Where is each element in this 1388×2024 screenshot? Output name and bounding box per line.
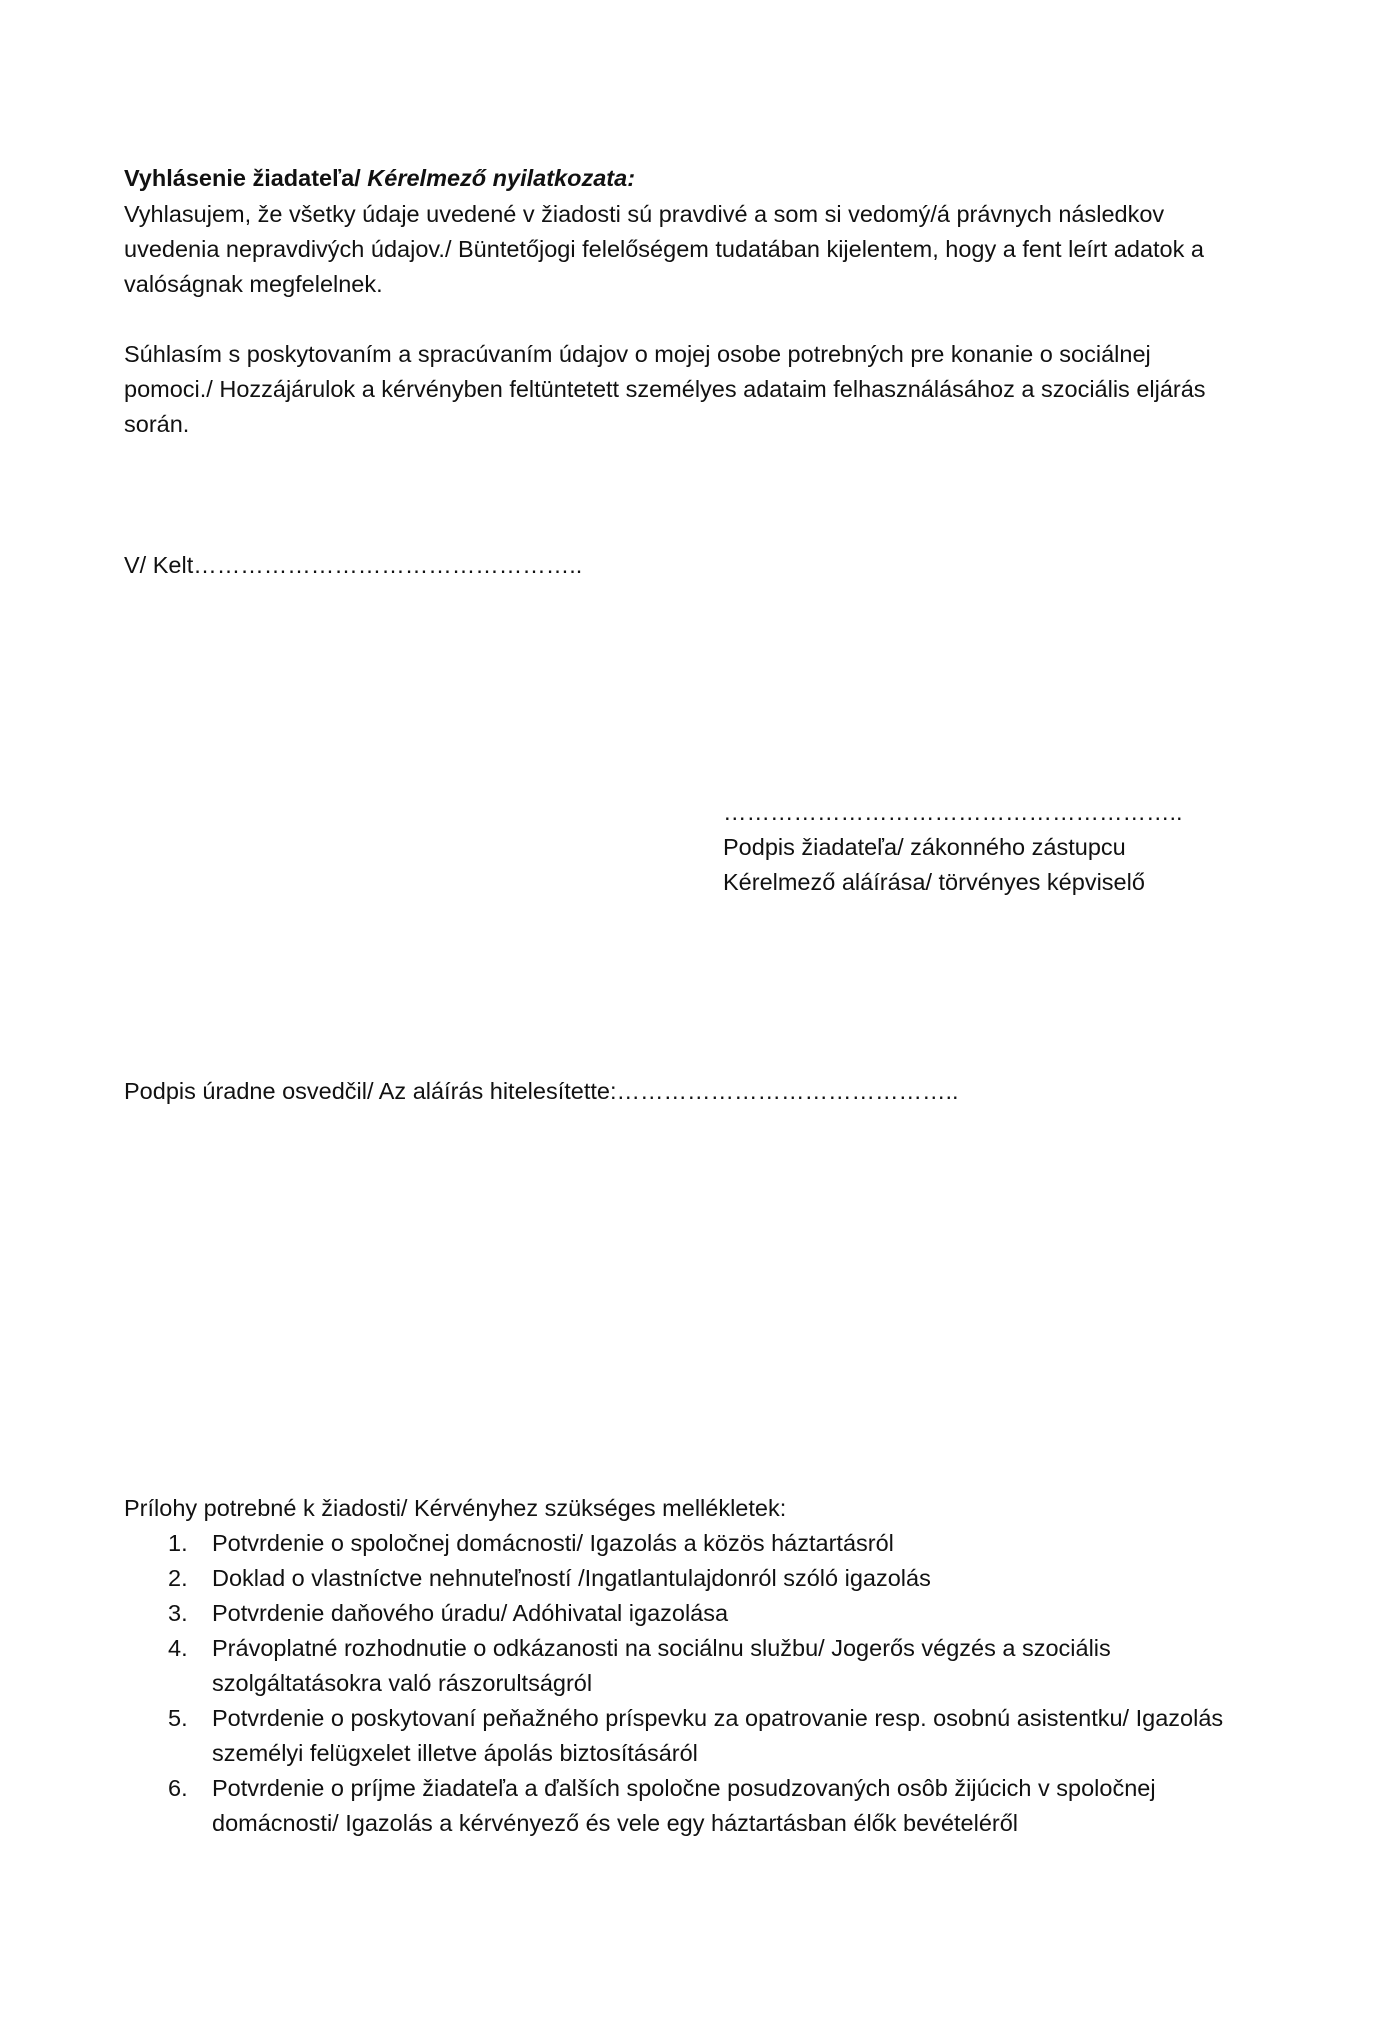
declaration-paragraph-1 — [124, 197, 1244, 302]
list-item-text: Potvrdenie o spoločnej domácnosti/ Igazolás a közös háztartásról — [212, 1530, 894, 1556]
list-item-text: Potvrdenie o poskytovaní peňažného príspevku za opatrovanie resp. osobnú asistentku/ Igazolás személyi felügxelet illetve ápolás biztosításáról — [212, 1705, 1224, 1766]
list-item — [124, 1631, 1244, 1701]
list-item — [124, 1596, 1244, 1631]
list-item-number: 3. — [168, 1600, 188, 1626]
declaration-title — [124, 161, 1244, 196]
list-item-number: 4. — [168, 1635, 188, 1661]
list-item-text: Potvrdenie daňového úradu/ Adóhivatal igazolása — [212, 1600, 729, 1626]
list-item-text: Právoplatné rozhodnutie o odkázanosti na sociálnu službu/ Jogerős végzés a szociális szolgáltatásokra való rászorultságról — [212, 1635, 1111, 1696]
signature-label-hu: Kérelmező aláírása/ törvényes képviselő — [723, 869, 1145, 895]
signature-dots: ………………………………………………….. — [723, 799, 1183, 825]
declaration-text-2: Súhlasím s poskytovaním a spracúvaním údajov o mojej osobe potrebných pre konanie o sociálnej pomoci./ Hozzájárulok a kérvényben feltüntetett személyes adataim felhasználásához a szociális eljárás során. — [124, 341, 1206, 437]
list-item — [124, 1701, 1244, 1771]
attachments-heading: Prílohy potrebné k žiadosti/ Kérvényhez szükséges mellékletek: — [124, 1495, 787, 1521]
declaration-title-hu: Kérelmező nyilatkozata: — [367, 165, 636, 191]
list-item — [124, 1526, 1244, 1561]
list-item-number: 6. — [168, 1775, 188, 1801]
signature-verification-line: Podpis úradne osvedčil/ Az aláírás hitelesítette:…………………………………….. — [124, 1078, 959, 1104]
list-item — [124, 1771, 1244, 1841]
place-date-line: V/ Kelt………………………………………….. — [124, 552, 583, 578]
attachments-section — [124, 1491, 1244, 1841]
list-item-number: 1. — [168, 1530, 188, 1556]
list-item-number: 2. — [168, 1565, 188, 1591]
list-item-text: Potvrdenie o príjme žiadateľa a ďalších spoločne posudzovaných osôb žijúcich v spoločnej domácnosti/ Igazolás a kérvényező és vele egy háztartásban élők bevételéről — [212, 1775, 1156, 1836]
signature-label-sk: Podpis žiadateľa/ zákonného zástupcu — [723, 834, 1126, 860]
list-item-text: Doklad o vlastníctve nehnuteľností /Ingatlantulajdonról szóló igazolás — [212, 1565, 931, 1591]
applicant-signature-block — [723, 795, 1283, 900]
declaration-paragraph-2 — [124, 337, 1244, 442]
declaration-title-sk: Vyhlásenie žiadateľa/ — [124, 165, 368, 191]
list-item — [124, 1561, 1244, 1596]
list-item-number: 5. — [168, 1705, 188, 1731]
attachments-list — [124, 1526, 1244, 1841]
declaration-text-1: Vyhlasujem, že všetky údaje uvedené v žiadosti sú pravdivé a som si vedomý/á právnych následkov uvedenia nepravdivých údajov./ Büntetőjogi felelőségem tudatában kijelentem, hogy a fent leírt adatok a valóságnak megfelelnek. — [124, 201, 1204, 297]
